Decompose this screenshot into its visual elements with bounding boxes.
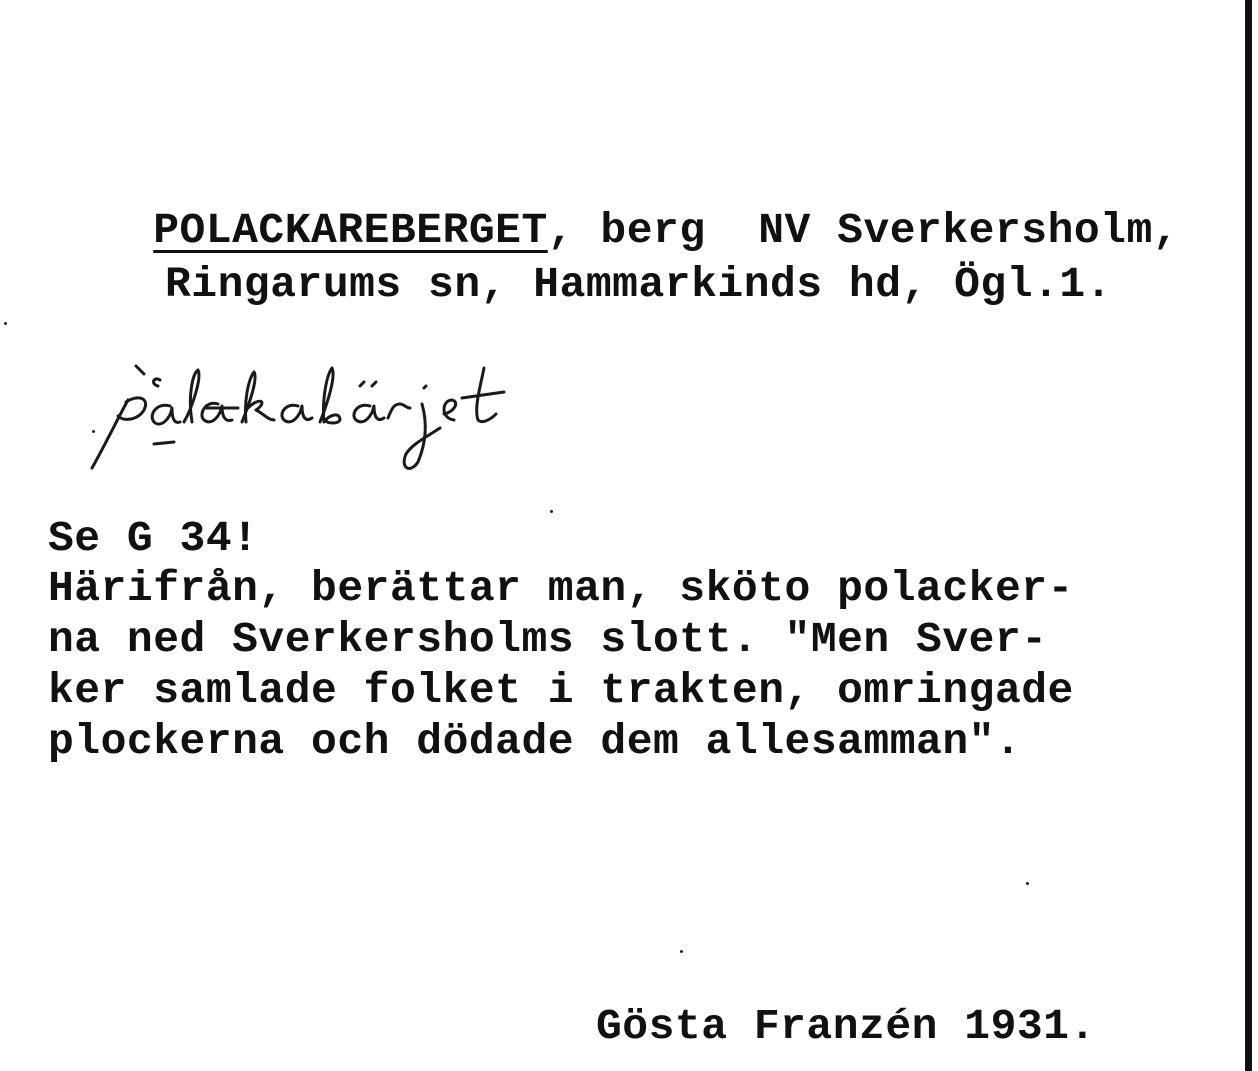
body-line: Härifrån, berättar man, sköto polacker-	[48, 564, 1074, 613]
scan-speck	[550, 510, 553, 513]
scan-speck	[92, 430, 95, 433]
card-body	[48, 514, 1228, 764]
reference-line: Se G 34!	[48, 514, 259, 563]
card-edge	[1245, 0, 1252, 1071]
scan-speck	[680, 950, 683, 953]
body-line: na ned Sverkersholms slott. "Men Sver-	[48, 615, 1048, 664]
signature: Gösta Franzén 1931.	[596, 1002, 1096, 1051]
body-line: plockerna och dödade dem allesamman".	[48, 717, 1022, 766]
location-line: Ringarums sn, Hammarkinds hd, Ögl.1.	[165, 260, 1112, 309]
scan-speck	[1026, 882, 1029, 885]
handwritten-note	[88, 358, 528, 478]
header-rest: , berg NV Sverkersholm,	[547, 206, 1180, 255]
headword: POLACKAREBERGET	[153, 206, 548, 255]
body-line: ker samlade folket i trakten, omringade	[48, 666, 1074, 715]
scan-speck	[4, 322, 7, 325]
